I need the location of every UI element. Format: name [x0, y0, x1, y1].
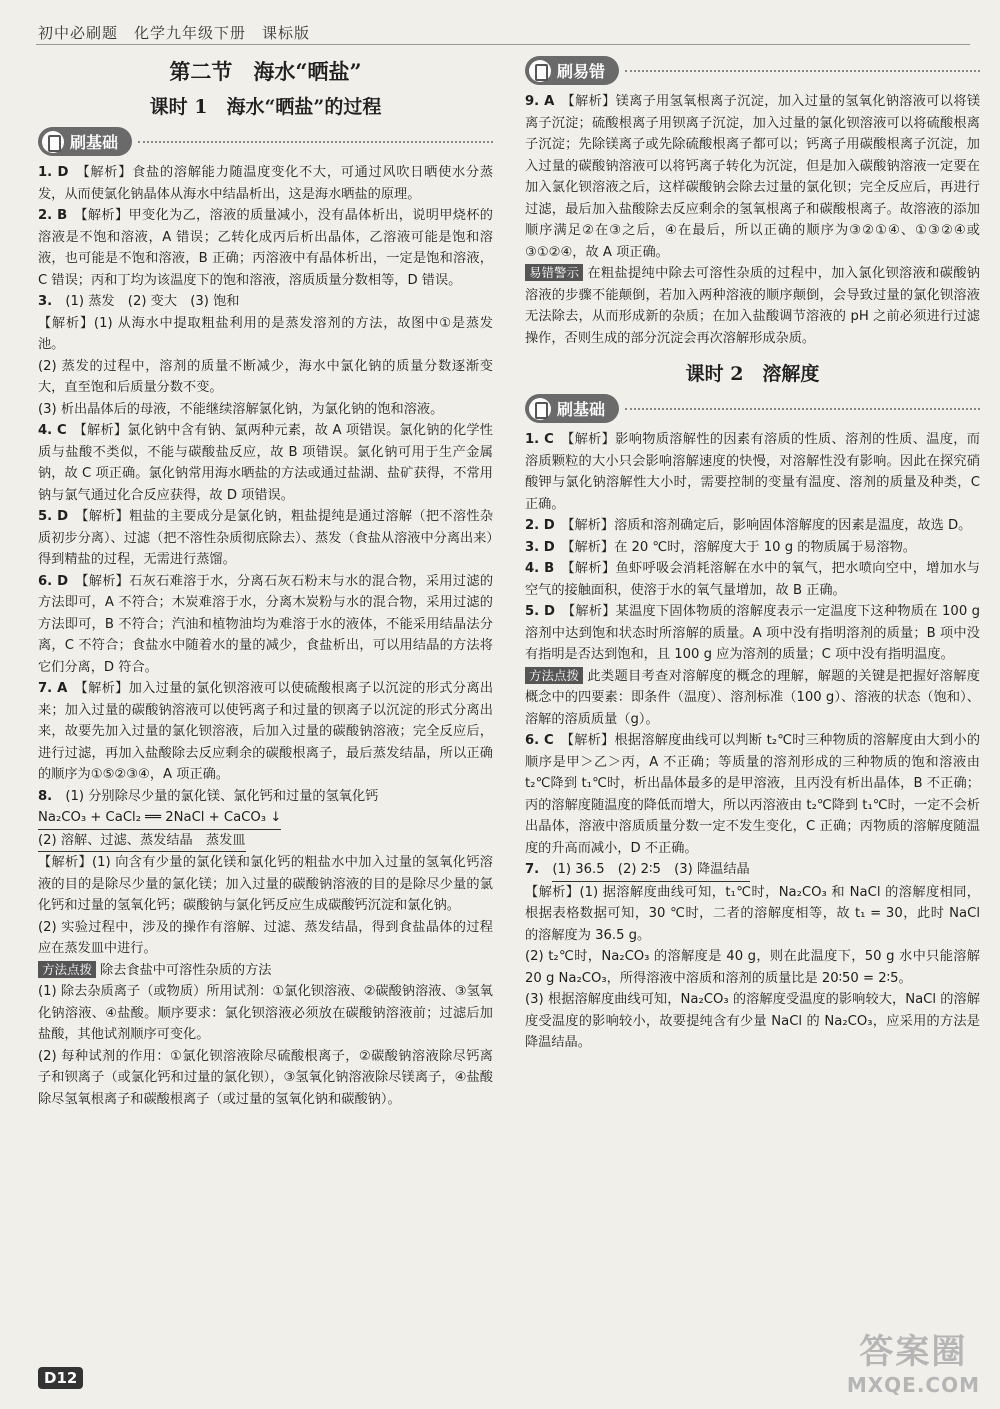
banner-rule [625, 70, 980, 72]
answer-formula: Na₂CO₃ + CaCl₂ ══ 2NaCl + CaCO₃ ↓ [38, 807, 281, 830]
watermark-logo: 答案圈 [859, 1332, 968, 1372]
banner-basic [525, 394, 980, 423]
watermark-url: MXQE.COM [846, 1373, 980, 1397]
tip-tag: 易错警示 [525, 264, 583, 281]
answer-text: 【解析】氯化钠中含有钠、氯两种元素，故 A 项错误。氯化钠的化学性质与盐酸不类似，不能与碳酸盐反应，故 B 项错误。氯化钠可用于生产金属钠，故 C 项正确。氯化钠常用海水晒盐的方法或通过盐湖、盐矿获得，不常用钠与氯气通过化合反应获得，故 D 项错误。 [38, 423, 493, 503]
answer-text: 【解析】溶质和溶剂确定后，影响固体溶解度的因素是温度，故选 D。 [567, 518, 972, 533]
answer-list [525, 91, 980, 349]
answer-text: 【解析】食盐的溶解能力随温度变化不大，可通过风吹日晒使水分蒸发，从而使氯化钠晶体从海水中结晶析出，这是海水晒盐的原理。 [38, 165, 494, 202]
answer-item [38, 420, 493, 506]
answer-number: 9. A [525, 94, 555, 109]
section-title: 第二节 海水“晒盐” [169, 59, 362, 84]
answer-item [38, 506, 493, 571]
answer-item [38, 1046, 493, 1111]
answer-number: 3. D [525, 539, 555, 555]
answer-text: 【解析】镁离子用氢氧根离子沉淀，加入过量的氢氧化钠溶液可以将镁离子沉淀；硫酸根离子用钡离子沉淀，加入过量的氯化钡溶液可以将硫酸根离子沉淀；先除镁离子或先除硫酸根离子都可以；钙离子用碳酸根离子沉淀，加入过量的碳酸钠溶液可以将钙离子转化为沉淀，但是加入碳酸钠溶液一定要在加入氯化钡溶液之后，这样碳酸钠会除去过量的氯化钡；完全反应后，再进行过滤，最后加入盐酸除去反应剩余的氢氧根离子和碳酸根离子。故溶液的添加顺序满足②在③之后，④在最后，所以正确的顺序为③②①④、①③②④或③①②④，故 A 项正确。 [525, 94, 981, 260]
answer-item [38, 960, 493, 982]
header-divider [36, 44, 970, 45]
banner-rule [625, 408, 980, 410]
answer-text: (1) 分别除尽少量的氯化镁、氯化钙和过量的氢氧化钙 [65, 788, 379, 804]
answer-text: 【解析】鱼虾呼吸会消耗溶解在水中的氧气，把水喷向空中，增加水与空气的接触面积，使溶于水的氧气量增加，故 B 正确。 [525, 561, 980, 598]
answer-number: 7. A [38, 681, 68, 696]
answer-text: (2) 实验过程中，涉及的操作有溶解、过滤、蒸发结晶，得到食盐晶体的过程应在蒸发皿中进行。 [38, 919, 493, 956]
answer-item [525, 946, 980, 989]
answer-text: 【解析】甲变化为乙，溶液的质量减小，没有晶体析出，说明甲烧杯的溶液是不饱和溶液，A 错误；乙转化成丙后析出晶体，乙溶液可能是饱和溶液，也可能是不饱和溶液，B 正确；丙溶液中有晶体析出，一定是饱和溶液，C 错误；丙和丁均为该温度下的饱和溶液，溶质质量分数相等，D 错误。 [38, 208, 493, 288]
right-column [525, 50, 980, 1054]
answer-number: 3. [38, 294, 53, 309]
answer-text: 【解析】在 20 ℃时，溶解度大于 10 g 的物质属于易溶物。 [567, 539, 916, 555]
banner-pill [38, 127, 132, 156]
book-icon [42, 131, 64, 153]
answer-item [525, 91, 980, 263]
answer-number: 2. B [38, 208, 68, 223]
answer-number: 6. D [38, 573, 69, 589]
answer-item [38, 205, 493, 291]
banner-label: 刷易错 [557, 62, 606, 81]
book-icon [529, 60, 551, 82]
answer-text: 【解析】根据溶解度曲线可以判断 t₂℃时三种物质的溶解度由大到小的顺序是甲＞乙＞丙，A 不正确；等质量的溶剂形成的三种物质的饱和溶液由 t₂℃降到 t₁℃时，析出晶体最多的是甲溶液，且丙没有析出晶体，B 不正确；丙的溶解度随温度的降低而增大，所以丙溶液由 t₂℃降到 t₁℃时，一定不会析出晶体，溶液中溶质质量分数一定不发生变化，C 正确；丙物质的溶解度随温度的升高而减小，D 不正确。 [525, 733, 981, 856]
answer-item [38, 678, 493, 786]
banner-label: 刷基础 [70, 133, 119, 152]
answer-number: 4. C [38, 423, 67, 438]
answer-list [525, 429, 980, 1054]
answer-item [525, 558, 980, 601]
banner-label: 刷基础 [557, 400, 606, 419]
answer-text: (1) 除去杂质离子（或物质）所用试剂：①氯化钡溶液、②碳酸钠溶液、③氢氧化钠溶液、④盐酸。顺序要求：氯化钡溶液必须放在碳酸钠溶液前；过滤后加盐酸，其他试剂顺序可变化。 [38, 984, 493, 1042]
answer-text: 【解析】某温度下固体物质的溶解度表示一定温度下这种物质在 100 g 溶剂中达到饱和状态时所溶解的质量。A 项中没有指明溶剂的质量；B 项中没有指明是否达到饱和，且 100 g 应为溶剂的质量；C 项中没有指明温度。 [525, 604, 981, 662]
answer-item [38, 807, 493, 830]
answer-text: (3) 析出晶体后的母液，不能继续溶解氯化钠，为氯化钠的饱和溶液。 [38, 401, 444, 417]
answer-item [38, 291, 493, 313]
answer-number: 2. D [525, 518, 555, 533]
answer-number: 5. D [525, 604, 555, 619]
answer-item [525, 882, 980, 947]
page-header: 初中必刷题 化学九年级下册 课标版 [38, 24, 311, 42]
answer-item [38, 162, 493, 205]
banner-basic [38, 127, 493, 156]
answer-text: (2) t₂℃时，Na₂CO₃ 的溶解度是 40 g，则在此温度下，50 g 水中只能溶解 20 g Na₂CO₃，所得溶液中溶质和溶剂的质量比是 20∶50 = 2∶5。 [525, 949, 980, 986]
answer-number: 5. D [38, 509, 69, 524]
answer-text: (2) 蒸发的过程中，溶剂的质量不断减少，海水中氯化钠的质量分数逐渐变大，直至饱和后质量分数不变。 [38, 358, 493, 395]
answer-formula: (2) 溶解、过滤、蒸发结晶 蒸发皿 [38, 830, 246, 853]
answer-item [525, 429, 980, 515]
answer-number: 8. [38, 788, 53, 804]
banner-error [525, 56, 980, 85]
answer-item [525, 859, 980, 882]
tip-tag: 方法点拨 [525, 667, 583, 684]
answer-text: 【解析】加入过量的氯化钡溶液可以使硫酸根离子以沉淀的形式分离出来；加入过量的碳酸钠溶液可以使钙离子和过量的钡离子以沉淀的形式分离出来，故要先加入过量的氯化钡溶液，后加入过量的碳酸钠溶液；完全反应后，进行过滤，再加入盐酸除去反应剩余的碳酸根离子，最后蒸发结晶，所以正确的顺序为①⑤②③④，A 项正确。 [38, 681, 494, 782]
answer-number: 1. C [525, 432, 554, 447]
answer-item [525, 515, 980, 537]
answer-text: (1) 蒸发 (2) 变大 (3) 饱和 [65, 294, 240, 309]
answer-item [525, 601, 980, 666]
answer-number: 7. [525, 862, 540, 877]
answer-item [38, 571, 493, 679]
answer-text: 在粗盐提纯中除去可溶性杂质的过程中，加入氯化钡溶液和碳酸钠溶液的步骤不能颠倒，若加入两种溶液的顺序颠倒，会导致过量的氯化钡溶液无法除去，从而形成新的杂质；在加入盐酸调节溶液的 pH 之前必须进行过滤操作，否则生成的部分沉淀会再次溶解形成杂质。 [525, 266, 980, 346]
answer-item [38, 356, 493, 399]
answer-text: 【解析】(1) 从海水中提取粗盐利用的是蒸发溶剂的方法，故图中①是蒸发池。 [38, 315, 493, 352]
answer-item [525, 666, 980, 731]
answer-text: 除去食盐中可溶性杂质的方法 [100, 962, 272, 978]
answer-item [38, 852, 493, 917]
left-column [38, 50, 493, 1110]
answer-number: 4. B [525, 561, 555, 576]
answer-item [525, 730, 980, 859]
watermark [847, 1324, 980, 1397]
answer-formula: (1) 36.5 (2) 2∶5 (3) 降温结晶 [552, 859, 749, 882]
banner-rule [138, 141, 493, 143]
answer-item [38, 830, 493, 853]
answer-item [38, 981, 493, 1046]
banner-pill [525, 394, 619, 423]
answer-text: 【解析】(1) 据溶解度曲线可知，t₁℃时，Na₂CO₃ 和 NaCl 的溶解度相同，根据表格数据可知，30 ℃时，二者的溶解度相等，故 t₁ = 30，此时 NaCl 的溶解度为 36.5 g。 [525, 884, 980, 943]
answer-text: 【解析】(1) 向含有少量的氯化镁和氯化钙的粗盐水中加入过量的氢氧化钙溶液的目的是除尽少量的氯化镁；加入过量的碳酸钠溶液的目的是除尽少量的氯化钙和过量的氢氧化钙；碳酸钠与氯化钙反应生成碳酸钙沉淀和氯化钠。 [38, 855, 493, 913]
answer-item [38, 313, 493, 356]
answer-text: 【解析】影响物质溶解性的因素有溶质的性质、溶剂的性质、温度，而溶质颗粒的大小只会影响溶解速度的快慢，对溶解性没有影响。因此在探究硝酸钾与氯化钠溶解性大小时，需要控制的变量有温度、溶剂的质量及种类，C 正确。 [525, 432, 980, 512]
answer-number: 1. D [38, 165, 69, 180]
answer-text: 【解析】石灰石难溶于水，分离石灰石粉末与水的混合物，采用过滤的方法即可，A 不符合；木炭难溶于水，分离木炭粉与水的混合物，采用过滤的方法即可，B 不符合；汽油和植物油均为难溶于水的液体，不能采用结晶法分离，C 不符合；食盐水中随着水的量的减少，食盐析出，可以用结晶的方法将它们分离，D 符合。 [38, 573, 494, 675]
answer-item [38, 399, 493, 421]
answer-text: 【解析】粗盐的主要成分是氯化钠，粗盐提纯是通过溶解（把不溶性杂质初步分离）、过滤（把不溶性杂质彻底除去）、蒸发（食盐从溶液中分离出来）得到精盐的过程，无需进行蒸馏。 [38, 509, 494, 567]
tip-tag: 方法点拨 [38, 961, 96, 978]
answer-item [38, 786, 493, 808]
answer-item [525, 989, 980, 1054]
book-icon [529, 398, 551, 420]
answer-number: 6. C [525, 733, 554, 748]
answer-text: 此类题目考查对溶解度的概念的理解，解题的关键是把握好溶解度概念中的四要素：即条件（温度）、溶剂标准（100 g）、溶液的状态（饱和）、溶解的溶质质量（g）。 [525, 668, 980, 727]
answer-item [525, 263, 980, 349]
banner-pill [525, 56, 619, 85]
lesson-title: 课时 2 溶解度 [685, 363, 820, 385]
answer-list [38, 162, 493, 1110]
page-number: D12 [38, 1367, 83, 1389]
answer-text: (3) 根据溶解度曲线可知，Na₂CO₃ 的溶解度受温度的影响较大，NaCl 的溶解度受温度的影响较小，故要提纯含有少量 NaCl 的 Na₂CO₃，应采用的方法是降温结晶。 [525, 992, 980, 1050]
answer-item [38, 917, 493, 960]
lesson-title: 课时 1 海水“晒盐”的过程 [149, 96, 382, 118]
answer-text: (2) 每种试剂的作用：①氯化钡溶液除尽硫酸根离子，②碳酸钠溶液除尽钙离子和钡离子（或氯化钙和过量的氯化钡），③氢氧化钠溶液除尽镁离子，④盐酸除尽氢氧根离子和碳酸根离子（或过量的氢氧化钠和碳酸钠）。 [38, 1048, 493, 1107]
answer-item [525, 537, 980, 559]
